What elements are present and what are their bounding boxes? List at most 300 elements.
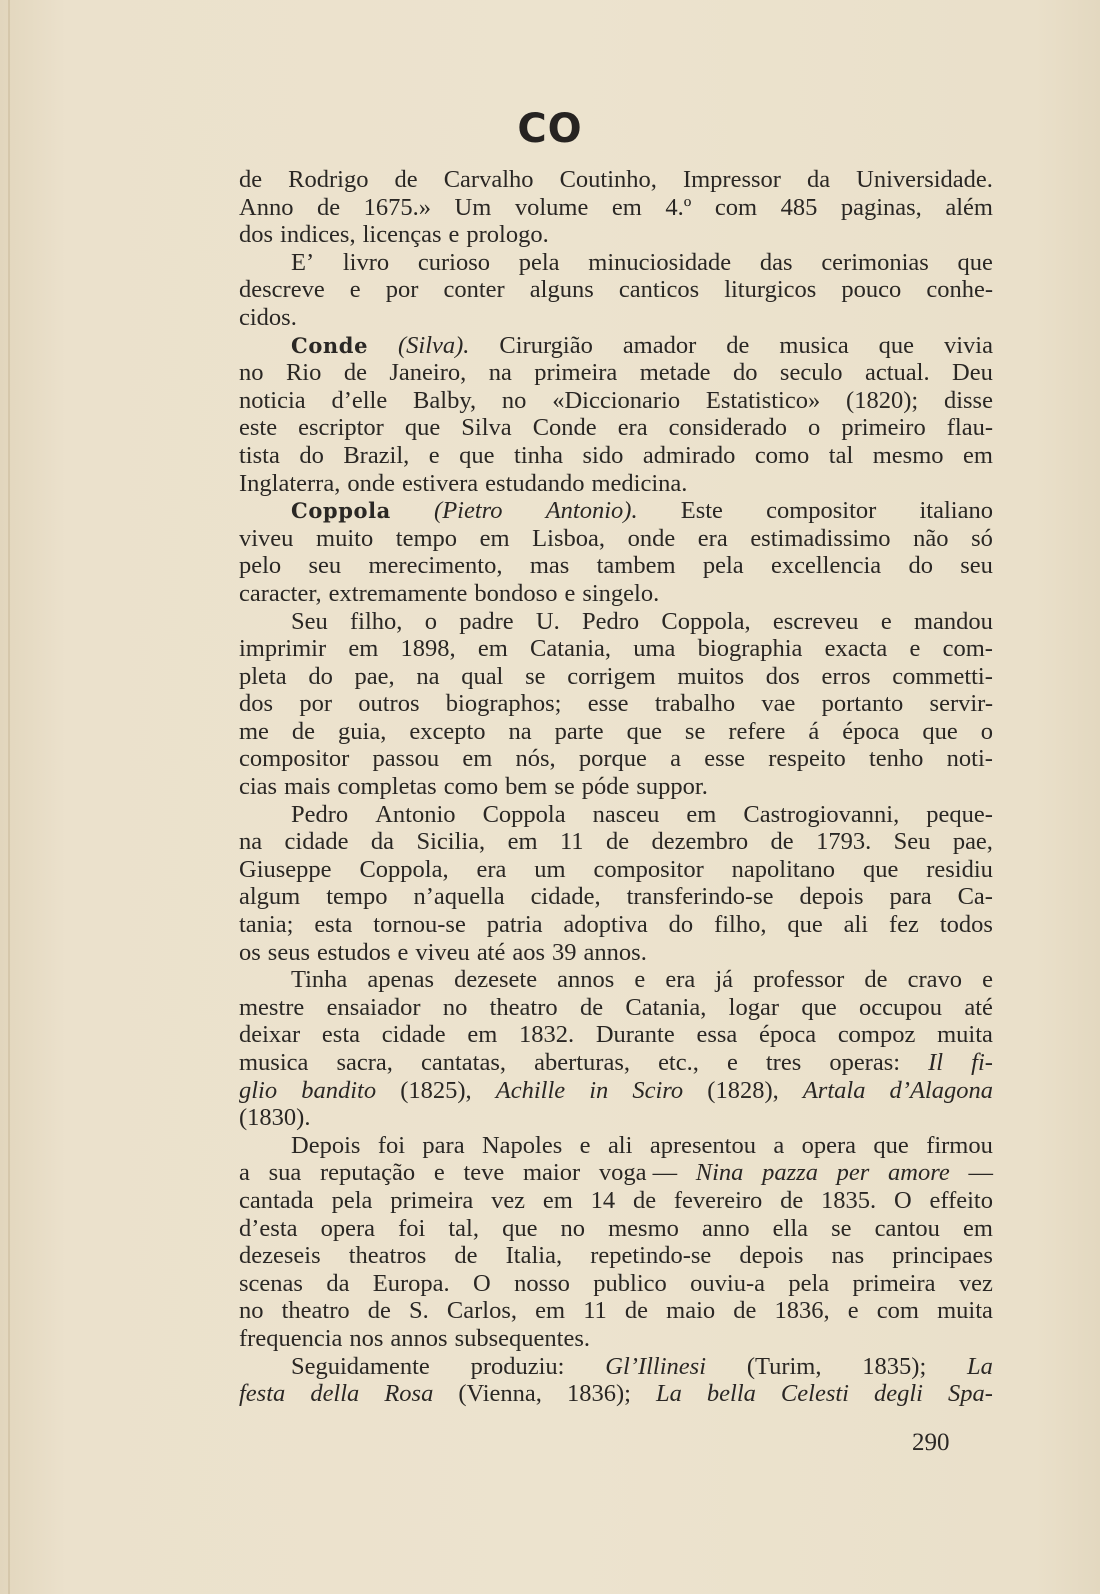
word: se: [831, 1214, 852, 1242]
italic-word: per: [836, 1159, 870, 1187]
word: em: [542, 1186, 573, 1214]
word: pela: [702, 552, 744, 580]
italic-word: della: [310, 1380, 360, 1408]
word: o: [808, 414, 821, 442]
word: na: [508, 717, 532, 745]
word: no: [239, 1297, 264, 1325]
word: época: [842, 717, 900, 745]
word: se: [525, 662, 546, 690]
word: de: [343, 359, 367, 387]
word: curioso: [417, 248, 490, 276]
page-edge-shadow: [8, 0, 10, 1594]
word: póde: [581, 773, 630, 801]
word: pela: [518, 248, 560, 276]
word: de: [632, 1186, 657, 1214]
text-line: [239, 1270, 993, 1298]
word: só: [971, 524, 993, 552]
word: conter: [443, 276, 505, 304]
word: vez: [491, 1186, 526, 1214]
word: n’aquella: [413, 883, 505, 911]
word: apenas: [367, 966, 435, 994]
italic-word: Antonio).: [545, 497, 638, 525]
word: a: [670, 745, 681, 773]
word: residiu: [926, 855, 993, 883]
text-line: [239, 194, 993, 222]
word: tenho: [869, 745, 924, 773]
word: que: [922, 717, 958, 745]
word: canticos: [618, 276, 700, 304]
word: mesmo: [608, 1214, 679, 1242]
word: ouviu-a: [690, 1269, 765, 1297]
word: nós,: [515, 745, 556, 773]
word: Este: [680, 497, 723, 525]
word: que: [459, 441, 495, 469]
italic-word: d’Alagona: [889, 1076, 993, 1104]
word: completas: [337, 773, 437, 801]
word: Inglaterra,: [239, 469, 341, 497]
word: até: [964, 993, 993, 1021]
word: noticia: [239, 386, 306, 414]
italic-word: degli: [874, 1380, 923, 1408]
word: qual: [461, 662, 504, 690]
word: 1675.»: [363, 193, 432, 221]
word: nas: [831, 1242, 865, 1270]
word: com-: [942, 635, 993, 663]
word: em: [535, 1297, 566, 1325]
word: e: [880, 607, 892, 635]
word: em: [467, 1021, 498, 1049]
word: compositor: [239, 745, 350, 773]
text-line: [239, 801, 993, 829]
word: admirado: [642, 441, 736, 469]
word: Conde: [532, 414, 597, 442]
word: em: [963, 441, 993, 469]
word: que: [404, 414, 441, 442]
word: napolitano: [731, 855, 836, 883]
word: de: [239, 166, 263, 193]
word: e: [982, 966, 993, 994]
word: era: [476, 855, 507, 883]
text-line: [239, 911, 993, 939]
word: de: [367, 1297, 391, 1325]
word: do: [299, 441, 324, 469]
text-line: [239, 1187, 993, 1215]
word: theatro: [489, 993, 558, 1021]
word: operas:: [829, 1049, 901, 1076]
word: no: [239, 359, 264, 387]
word: cidade: [284, 828, 349, 856]
word: em: [477, 635, 508, 663]
word: transferindo-se: [626, 883, 774, 911]
word: erros: [821, 662, 871, 690]
italic-word: glio: [239, 1076, 278, 1104]
word: como: [443, 773, 499, 801]
word: Pedro: [581, 607, 640, 635]
word: cantou: [874, 1214, 940, 1242]
italic-word: La: [967, 1352, 993, 1380]
word: Seu: [291, 607, 328, 635]
word: (1828),: [707, 1076, 779, 1104]
word: principaes: [892, 1242, 993, 1270]
word: d’esta: [239, 1214, 298, 1242]
word: Universidade.: [856, 166, 993, 193]
word: bem: [505, 773, 548, 801]
text-line: [239, 497, 993, 525]
word: Tinha: [291, 966, 348, 994]
word: maior: [522, 1159, 581, 1187]
word: da: [370, 828, 395, 856]
word: Sicilia,: [416, 828, 486, 856]
word: e: [448, 221, 460, 249]
word: Anno: [239, 193, 294, 221]
word: deixar: [239, 1021, 301, 1049]
word: outros: [358, 690, 420, 718]
word: scenas: [239, 1269, 303, 1297]
text-line: [239, 828, 993, 856]
word: até: [476, 938, 506, 966]
word: excellencia: [770, 552, 882, 580]
word: mas: [529, 552, 570, 580]
word: 485: [780, 193, 818, 221]
word: voga —: [598, 1159, 678, 1187]
word: Rio: [285, 359, 322, 387]
word: como: [754, 441, 810, 469]
word: licenças: [362, 221, 442, 249]
word: mandou: [913, 607, 993, 635]
word: reputação: [319, 1159, 416, 1187]
word: Coppola,: [359, 855, 449, 883]
italic-word: Achille: [495, 1076, 566, 1104]
text-line: [239, 580, 993, 608]
word: já: [715, 966, 734, 994]
word: muita: [937, 1297, 993, 1325]
text-line: [239, 745, 993, 773]
word: não: [913, 524, 949, 552]
word: vivia: [944, 331, 993, 359]
word: annos.: [583, 938, 647, 966]
word: publico: [593, 1269, 667, 1297]
word: tempo: [395, 524, 458, 552]
word: de: [726, 331, 750, 359]
text-line: [239, 1077, 993, 1105]
word: ali: [607, 1131, 633, 1159]
word: Catania,: [625, 993, 707, 1021]
word: Deu: [952, 359, 993, 387]
word: além: [945, 193, 993, 221]
word: do: [668, 911, 694, 939]
word: nasceu: [592, 800, 660, 828]
word: (1825),: [400, 1076, 472, 1104]
italic-word: Sciro: [632, 1076, 684, 1104]
word: e: [397, 938, 409, 966]
italic-word: fi-: [971, 1049, 993, 1076]
word: cidade,: [530, 883, 601, 911]
word: que: [873, 1131, 909, 1159]
word: este: [239, 414, 278, 442]
text-line: [239, 387, 993, 415]
word: commetti-: [892, 662, 993, 690]
word: Coutinho,: [559, 166, 657, 193]
word: esse: [704, 745, 746, 773]
word: cerimonias: [821, 248, 929, 276]
word: onde: [627, 524, 676, 552]
word: compositor: [593, 855, 704, 883]
word: sido: [582, 441, 624, 469]
word: Lisboa,: [532, 524, 605, 552]
word: apresentou: [649, 1131, 756, 1159]
text-line: [239, 690, 993, 718]
word: e: [726, 1049, 738, 1076]
text-line: [239, 525, 993, 553]
word: pela: [331, 1186, 373, 1214]
word: musica: [779, 331, 849, 359]
word: vez: [958, 1269, 993, 1297]
word: de: [624, 1297, 649, 1325]
word: Coppola,: [661, 607, 751, 635]
word: das: [759, 248, 793, 276]
word: seu: [960, 552, 993, 580]
word: Napoles: [481, 1131, 563, 1159]
word: de: [770, 828, 794, 856]
word: Cirurgião: [499, 331, 593, 359]
word: primeira: [390, 1186, 474, 1214]
word: em: [611, 193, 642, 221]
word: e: [847, 1297, 859, 1325]
word: mesmo: [872, 441, 944, 469]
word: em: [348, 635, 379, 663]
word: em: [686, 800, 717, 828]
word: tista: [239, 441, 280, 469]
text-line: [239, 1215, 993, 1243]
word: de: [864, 966, 888, 994]
word: parte: [554, 717, 604, 745]
word: no: [560, 1214, 586, 1242]
word: dos: [239, 690, 274, 718]
word: O: [893, 1186, 912, 1214]
word: 1835.: [821, 1186, 877, 1214]
word: em: [479, 524, 510, 552]
word: cravo: [907, 966, 963, 994]
word: medicina.: [591, 469, 688, 497]
word: tal,: [448, 1214, 479, 1242]
text-line: [239, 1104, 993, 1132]
word: exacta: [824, 635, 888, 663]
text-line: [239, 470, 993, 498]
text-line: [239, 304, 993, 332]
word: em: [462, 745, 493, 773]
word: pae,: [952, 828, 993, 856]
page-number: 290: [912, 1429, 950, 1456]
word: occupou: [859, 993, 943, 1021]
word: dos: [765, 662, 800, 690]
word: escriptor: [298, 414, 384, 442]
word: de: [394, 166, 418, 193]
word: cidos.: [239, 303, 297, 331]
word: tambem: [596, 552, 676, 580]
word: era: [617, 414, 648, 442]
word: adoptiva: [563, 911, 648, 939]
word: conhe-: [926, 276, 993, 304]
word: á: [808, 717, 820, 745]
word: compositor: [766, 497, 877, 525]
word: amador: [622, 331, 697, 359]
word: musica: [239, 1049, 309, 1076]
word: Durante: [595, 1021, 675, 1049]
word: flau-: [946, 414, 993, 442]
word: opera: [801, 1131, 857, 1159]
word: corrigem: [567, 662, 656, 690]
word: alguns: [529, 276, 594, 304]
word: no: [501, 386, 527, 414]
word: em: [507, 828, 538, 856]
word: professor: [753, 966, 845, 994]
word: theatro: [281, 1297, 350, 1325]
word: cantatas,: [420, 1049, 507, 1076]
word: descreve: [239, 276, 325, 304]
italic-word: pazza: [762, 1159, 818, 1187]
text-line: [239, 608, 993, 636]
word: que: [878, 331, 915, 359]
word: respeito: [768, 745, 846, 773]
word: Brazil,: [343, 441, 410, 469]
italic-word: Celesti: [780, 1380, 849, 1408]
word: (1820);: [846, 386, 919, 414]
word: peque-: [926, 800, 993, 828]
word: produziu:: [470, 1352, 565, 1380]
word: que: [502, 1214, 538, 1242]
word: biographos;: [445, 690, 562, 718]
word: volume: [514, 193, 589, 221]
word: com: [714, 193, 758, 221]
word: mestre: [239, 993, 305, 1021]
word: era: [697, 524, 728, 552]
word: e: [564, 579, 576, 607]
word: tres: [765, 1049, 802, 1076]
word: de: [605, 828, 630, 856]
word: bondoso: [474, 579, 558, 607]
word: fez: [889, 911, 919, 939]
word: estudos: [317, 938, 391, 966]
text-line: [239, 552, 993, 580]
word: depois: [799, 883, 864, 911]
word: Antonio: [375, 800, 456, 828]
word: e: [579, 1131, 591, 1159]
text-line: [239, 359, 993, 387]
text-line: [239, 1021, 993, 1049]
italic-word: festa: [239, 1380, 286, 1408]
word: primeira: [852, 1269, 936, 1297]
italic-word: amore: [888, 1159, 950, 1187]
text-line: [239, 718, 993, 746]
word: 1898,: [400, 635, 456, 663]
word: patria: [486, 911, 543, 939]
word: pela: [788, 1269, 830, 1297]
word: metade: [639, 359, 711, 387]
word: a: [239, 1159, 250, 1187]
word: muita: [937, 1021, 993, 1049]
entry-headword: Coppola: [291, 498, 391, 524]
text-line: [239, 939, 993, 967]
word: teve: [463, 1159, 505, 1187]
word: pae,: [354, 662, 395, 690]
word: com: [876, 1297, 919, 1325]
word: muito: [316, 524, 374, 552]
word: d’elle: [331, 386, 388, 414]
word: prologo.: [466, 221, 549, 249]
word: Pedro: [291, 800, 349, 828]
word: de: [579, 993, 604, 1021]
word: aberturas,: [534, 1049, 630, 1076]
word: Impressor: [682, 166, 781, 193]
word: 1835);: [862, 1352, 927, 1380]
word: estudando: [485, 469, 585, 497]
word: foi: [377, 1131, 406, 1159]
word: que: [862, 855, 899, 883]
word: Rodrigo: [288, 166, 369, 193]
word: pelo: [239, 552, 282, 580]
word: frequencia: [239, 1324, 343, 1352]
word: merecimento,: [368, 552, 503, 580]
italic-word: La: [655, 1380, 682, 1408]
word: biographia: [697, 635, 803, 663]
word: e: [433, 1159, 445, 1187]
word: era: [665, 966, 696, 994]
word: 1793.: [816, 828, 872, 856]
text-line: [239, 276, 993, 304]
word: aos: [512, 938, 546, 966]
italic-word: Artala: [802, 1076, 866, 1104]
word: algum: [239, 883, 301, 911]
word: portanto: [821, 690, 904, 718]
word: livro: [342, 248, 390, 276]
word: 4.º: [665, 193, 692, 221]
word: paginas,: [840, 193, 922, 221]
word: singelo.: [582, 579, 660, 607]
word: suppor.: [636, 773, 708, 801]
word: primeira: [534, 359, 618, 387]
word: se: [684, 717, 706, 745]
italic-word: Il: [928, 1049, 944, 1076]
word: maio: [666, 1297, 716, 1325]
italic-word: Gl’Illinesi: [605, 1352, 707, 1380]
italic-word: Nina: [695, 1159, 744, 1187]
text-line: [239, 1049, 993, 1077]
word: seus: [267, 938, 310, 966]
word: os: [239, 938, 261, 966]
word: cias: [239, 773, 278, 801]
word: Giuseppe: [239, 855, 332, 883]
word: em: [963, 1214, 993, 1242]
word: para: [422, 1131, 465, 1159]
word: considerado: [668, 414, 788, 442]
word: de: [291, 717, 316, 745]
word: noti-: [946, 745, 993, 773]
word: extremamente: [328, 579, 468, 607]
word: dos: [239, 221, 274, 249]
word: que: [626, 717, 662, 745]
word: dezesete: [454, 966, 538, 994]
word: Balby,: [413, 386, 477, 414]
word: italiano: [919, 497, 993, 525]
word: primeiro: [841, 414, 926, 442]
word: ella: [772, 1214, 809, 1242]
text-line: [239, 1380, 993, 1408]
word: época: [758, 1021, 817, 1049]
word: repetindo-se: [590, 1242, 712, 1270]
italic-word: (Silva).: [398, 331, 470, 359]
word: (Turim,: [746, 1352, 822, 1380]
word: Carvalho: [443, 166, 534, 193]
